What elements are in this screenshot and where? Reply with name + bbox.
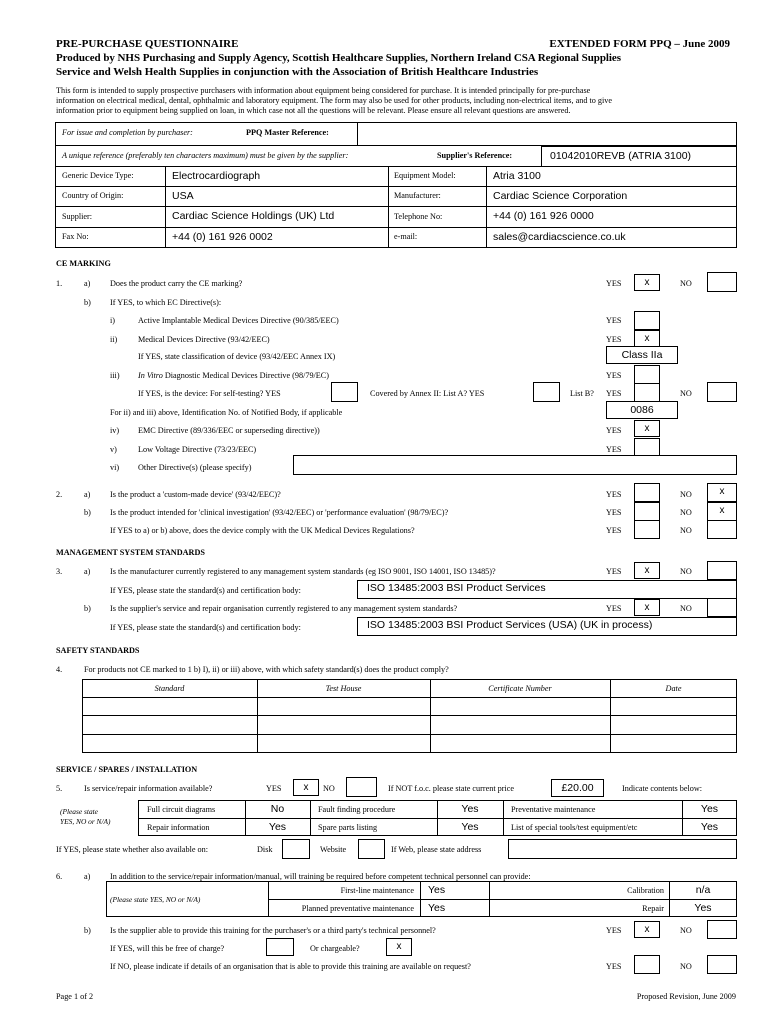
q6b-orgs-yes-checkbox[interactable] xyxy=(634,955,660,974)
chargeable-checkbox[interactable]: x xyxy=(386,938,412,956)
page-number: Page 1 of 2 xyxy=(56,992,94,1001)
q3b-yes-checkbox[interactable]: x xyxy=(634,599,660,616)
supplier-label: Supplier: xyxy=(62,212,93,221)
planned-value[interactable]: Yes xyxy=(428,902,446,914)
supplier-value[interactable]: Cardiac Science Holdings (UK) Ltd xyxy=(172,210,335,222)
list-b-yes-checkbox[interactable] xyxy=(634,383,660,402)
calibration-value[interactable]: n/a xyxy=(695,884,711,896)
q2c-no-label: NO xyxy=(680,526,692,535)
q1b-text: If YES, to which EC Directive(s): xyxy=(110,298,222,307)
q2c-text: If YES to a) or b) above, does the device comply with the UK Medical Devices Regulations? xyxy=(110,526,415,535)
model-label: Equipment Model: xyxy=(394,171,456,180)
q2a-text: Is the product a 'custom-made device' (93/42/EEC)? xyxy=(110,490,281,499)
preventative-value[interactable]: Yes xyxy=(700,803,719,815)
dir-iv-yes-label: YES xyxy=(606,426,622,435)
supplier-ref-label: Supplier's Reference: xyxy=(437,151,513,160)
supplier-ref-input[interactable]: 01042010REVB (ATRIA 3100) xyxy=(541,146,737,168)
class-input[interactable]: Class IIa xyxy=(606,346,678,364)
intro-line-2: information on electrical medical, dental, ophthalmic and laboratory equipment. The form may also be used for other products, including non-electrical items, and to give xyxy=(56,96,612,105)
q3b-letter: b) xyxy=(84,604,91,613)
q2b-yes-label: YES xyxy=(606,508,622,517)
planned-label: Planned preventative maintenance xyxy=(301,904,414,913)
q1a-no-label: NO xyxy=(680,279,692,288)
q1a-yes-label: YES xyxy=(606,279,622,288)
q6a-text: In addition to the service/repair information/manual, will training be required before competent technical personnel can provide: xyxy=(110,872,531,881)
q3a-letter: a) xyxy=(84,567,91,576)
intro-line-3: information prior to equipment being supplied on loan, in which case not all the questions will be relevant. Please ensure all relevant questions are answered. xyxy=(56,106,571,115)
issue-label: For issue and completion by purchaser: xyxy=(62,128,193,137)
q6b-chargeable-label: Or chargeable? xyxy=(310,944,360,953)
master-ref-label: PPQ Master Reference: xyxy=(246,128,329,137)
dir-iii-yes-checkbox[interactable] xyxy=(634,365,660,384)
q3a-standard-input[interactable]: ISO 13485:2003 BSI Product Services xyxy=(357,580,737,599)
email-value[interactable]: sales@cardiacscience.co.uk xyxy=(493,231,626,243)
q1a-text: Does the product carry the CE marking? xyxy=(110,279,243,288)
notified-body-input[interactable]: 0086 xyxy=(606,401,678,419)
q3a-no-checkbox[interactable] xyxy=(707,561,737,580)
repair-label: Repair xyxy=(642,904,664,913)
q2c-yes-checkbox[interactable] xyxy=(634,520,660,539)
first-line-value[interactable]: Yes xyxy=(428,884,446,896)
form-edition: EXTENDED FORM PPQ – June 2009 xyxy=(549,38,730,50)
web-address-label: If Web, please state address xyxy=(391,845,482,854)
website-checkbox[interactable] xyxy=(358,839,385,859)
q6b-orgs-no-checkbox[interactable] xyxy=(707,955,737,974)
preventative-label: Preventative maintenance xyxy=(511,805,596,814)
q2a-no-label: NO xyxy=(680,490,692,499)
disk-label: Disk xyxy=(257,845,273,854)
q5-text: Is service/repair information available? xyxy=(84,784,213,793)
dir-iii-text xyxy=(138,371,329,380)
dir-v-yes-label: YES xyxy=(606,445,622,454)
telephone-value[interactable]: +44 (0) 161 926 0000 xyxy=(493,210,594,222)
revision-note: Proposed Revision, June 2009 xyxy=(636,992,736,1001)
q3a-text: Is the manufacturer currently registered to any management system standards (eg ISO 9001, ISO 14001, ISO 13485)? xyxy=(110,567,496,576)
model-value[interactable]: Atria 3100 xyxy=(493,170,541,182)
list-a-yes-checkbox[interactable] xyxy=(533,382,560,402)
master-ref-input[interactable] xyxy=(357,122,737,146)
dir-ii-yes-label: YES xyxy=(606,335,622,344)
in-vitro-label: In Vitro xyxy=(138,371,163,380)
fax-value[interactable]: +44 (0) 161 926 0002 xyxy=(172,231,273,243)
q1a-letter: a) xyxy=(84,279,91,288)
list-b-label: List B? xyxy=(570,389,594,398)
full-circuit-value[interactable]: No xyxy=(270,803,285,815)
q6b-free-label: If YES, will this be free of charge? xyxy=(110,944,225,953)
q2b-letter: b) xyxy=(84,508,91,517)
dir-ii-num: ii) xyxy=(110,335,118,344)
notified-body-label: For ii) and iii) above, Identification No. of Notified Body, if applicable xyxy=(110,408,343,417)
list-b-yes-label: YES xyxy=(606,389,622,398)
safety-heading: SAFETY STANDARDS xyxy=(56,646,140,655)
dir-i-text: Active Implantable Medical Devices Directive (90/385/EEC) xyxy=(138,316,339,325)
q6-please-state: (Please state YES, NO or N/A) xyxy=(110,895,201,904)
web-address-input[interactable] xyxy=(508,839,737,859)
class-label: If YES, state classification of device (93/42/EEC Annex IX) xyxy=(138,352,336,361)
unique-ref-label: A unique reference (preferably ten characters maximum) must be given by the supplier: xyxy=(62,151,349,160)
col-test-house: Test House xyxy=(325,684,362,693)
dir-iv-num: iv) xyxy=(110,426,120,435)
list-b-no-label: NO xyxy=(680,389,692,398)
q6b-yes-checkbox[interactable]: x xyxy=(634,921,660,938)
q1b-letter: b) xyxy=(84,298,91,307)
q6b-no-label: NO xyxy=(680,926,692,935)
q6b-text: Is the supplier able to provide this training for the purchaser's or a third party's technical personnel? xyxy=(110,926,436,935)
q2c-no-checkbox[interactable] xyxy=(707,520,737,539)
q6b-no-text: If NO, please indicate if details of an organisation that is able to provide this training are available on request? xyxy=(110,962,471,971)
email-label: e-mail: xyxy=(394,232,418,241)
q2a-no-checkbox[interactable]: x xyxy=(707,483,737,502)
selftest-yes-checkbox[interactable] xyxy=(331,382,358,402)
price-input[interactable]: £20.00 xyxy=(551,779,604,797)
q1-number: 1. xyxy=(56,279,63,288)
q2b-no-checkbox[interactable]: x xyxy=(707,502,737,521)
q5-number: 5. xyxy=(56,784,63,793)
dir-v-text: Low Voltage Directive (73/23/EEC) xyxy=(138,445,257,454)
generic-value[interactable]: Electrocardiograph xyxy=(172,170,261,182)
dir-iii-yes-label: YES xyxy=(606,371,622,380)
q3b-no-checkbox[interactable] xyxy=(707,598,737,617)
dir-i-yes-checkbox[interactable] xyxy=(634,311,660,330)
repair-info-label: Repair information xyxy=(147,823,210,832)
dir-iii-num: iii) xyxy=(110,371,120,380)
telephone-label: Telephone No: xyxy=(394,212,443,221)
free-of-charge-checkbox[interactable] xyxy=(266,938,294,956)
dir-iv-yes-checkbox[interactable]: x xyxy=(634,420,660,437)
dir-i-yes-label: YES xyxy=(606,316,622,325)
also-available-label: If YES, please state whether also available on: xyxy=(56,845,209,854)
q3b-text: Is the supplier's service and repair organisation currently registered to any management system standards? xyxy=(110,604,458,613)
dir-vi-text: Other Directive(s) (please specify) xyxy=(138,463,252,472)
q2c-yes-label: YES xyxy=(606,526,622,535)
spare-parts-label: Spare parts listing xyxy=(318,823,378,832)
q6b-orgs-no-label: NO xyxy=(680,962,692,971)
intro-line-1: This form is intended to supply prospective purchasers with information about equipment being considered for purchase. It is intended principally for pre-purchase xyxy=(56,86,591,95)
manufacturer-label: Manufacturer: xyxy=(394,191,441,200)
dir-v-num: v) xyxy=(110,445,117,454)
q2a-yes-label: YES xyxy=(606,490,622,499)
q3a-no-label: NO xyxy=(680,567,692,576)
fax-label: Fax No: xyxy=(62,232,89,241)
produced-line-1: Produced by NHS Purchasing and Supply Agency, Scottish Healthcare Supplies, Northern Ireland CSA Regional Supplies xyxy=(56,52,621,64)
q5-no-checkbox[interactable] xyxy=(346,777,377,797)
q5-yes-checkbox[interactable]: x xyxy=(293,779,319,796)
q3b-standard-label: If YES, please state the standard(s) and certification body: xyxy=(110,623,301,632)
dir-ii-yes-checkbox[interactable]: x xyxy=(634,330,660,347)
dir-ii-text: Medical Devices Directive (93/42/EEC) xyxy=(138,335,270,344)
col-certificate-number: Certificate Number xyxy=(488,684,552,693)
mgmt-heading: MANAGEMENT SYSTEM STANDARDS xyxy=(56,548,205,557)
ivd-selftest-label: If YES, is the device: For self-testing? YES xyxy=(138,389,281,398)
produced-line-2: Service and Welsh Health Supplies in conjunction with the Association of British Healthcare Industries xyxy=(56,66,539,78)
q4-number: 4. xyxy=(56,665,63,674)
q6a-letter: a) xyxy=(84,872,91,881)
q3a-yes-label: YES xyxy=(606,567,622,576)
ce-heading: CE MARKING xyxy=(56,259,111,268)
q1a-yes-checkbox[interactable]: x xyxy=(634,274,660,291)
q3b-yes-label: YES xyxy=(606,604,622,613)
dir-i-num: i) xyxy=(110,316,116,325)
q6b-no-checkbox[interactable] xyxy=(707,920,737,939)
q2a-letter: a) xyxy=(84,490,91,499)
dir-iv-text: EMC Directive (89/336/EEC or superseding directive)) xyxy=(138,426,320,435)
q1a-no-checkbox[interactable] xyxy=(707,272,737,292)
q2b-no-label: NO xyxy=(680,508,692,517)
q2b-yes-checkbox[interactable] xyxy=(634,502,660,521)
list-b-no-checkbox[interactable] xyxy=(707,382,737,402)
manufacturer-value[interactable]: Cardiac Science Corporation xyxy=(493,190,628,202)
special-tools-value[interactable]: Yes xyxy=(700,821,719,833)
spare-parts-value[interactable]: Yes xyxy=(461,821,479,833)
q2a-yes-checkbox[interactable] xyxy=(634,483,660,502)
annex-list-a-label: Covered by Annex II: List A? YES xyxy=(370,389,485,398)
q2-number: 2. xyxy=(56,490,63,499)
generic-label: Generic Device Type: xyxy=(62,171,134,180)
q4-text: For products not CE marked to 1 b) I), ii) or iii) above, with which safety standard(s) does the product comply? xyxy=(84,665,449,674)
q2b-text: Is the product intended for 'clinical investigation' (93/42/EEC) or 'performance evaluation' (98/79/EC)? xyxy=(110,508,449,517)
dir-vi-num: vi) xyxy=(110,463,120,472)
col-date: Date xyxy=(665,684,682,693)
q3b-standard-input[interactable]: ISO 13485:2003 BSI Product Services (USA) (UK in process) xyxy=(357,617,737,636)
q6-number: 6. xyxy=(56,872,63,881)
q3a-standard-label: If YES, please state the standard(s) and certification body: xyxy=(110,586,301,595)
price-label: If NOT f.o.c. please state current price xyxy=(388,784,515,793)
website-label: Website xyxy=(320,845,347,854)
disk-checkbox[interactable] xyxy=(282,839,310,859)
service-heading: SERVICE / SPARES / INSTALLATION xyxy=(56,765,198,774)
repair-info-value[interactable]: Yes xyxy=(268,821,287,833)
full-circuit-label: Full circuit diagrams xyxy=(147,805,216,814)
q3b-no-label: NO xyxy=(680,604,692,613)
q5-no-label: NO xyxy=(323,784,335,793)
special-tools-label: List of special tools/test equipment/etc xyxy=(511,823,638,832)
please-state-2: YES, NO or N/A) xyxy=(60,817,111,826)
form-title: PRE-PURCHASE QUESTIONNAIRE xyxy=(56,38,239,50)
ivd-directive-label: Diagnostic Medical Devices Directive (98/79/EC) xyxy=(162,371,329,380)
please-state-1: (Please state xyxy=(60,807,98,816)
indicate-contents: Indicate contents below: xyxy=(622,784,703,793)
repair-value[interactable]: Yes xyxy=(694,902,712,914)
first-line-label: First-line maintenance xyxy=(340,886,414,895)
fault-finding-label: Fault finding procedure xyxy=(318,805,396,814)
q5-yes-label: YES xyxy=(266,784,282,793)
q6b-letter: b) xyxy=(84,926,91,935)
calibration-label: Calibration xyxy=(627,886,664,895)
q6b-orgs-yes-label: YES xyxy=(606,962,622,971)
q3-number: 3. xyxy=(56,567,63,576)
col-standard: Standard xyxy=(154,684,185,693)
q3a-yes-checkbox[interactable]: x xyxy=(634,562,660,579)
country-label: Country of Origin: xyxy=(62,191,124,200)
country-value[interactable]: USA xyxy=(172,190,194,202)
other-directives-input[interactable] xyxy=(293,455,737,475)
q6b-yes-label: YES xyxy=(606,926,622,935)
fault-finding-value[interactable]: Yes xyxy=(461,803,479,815)
